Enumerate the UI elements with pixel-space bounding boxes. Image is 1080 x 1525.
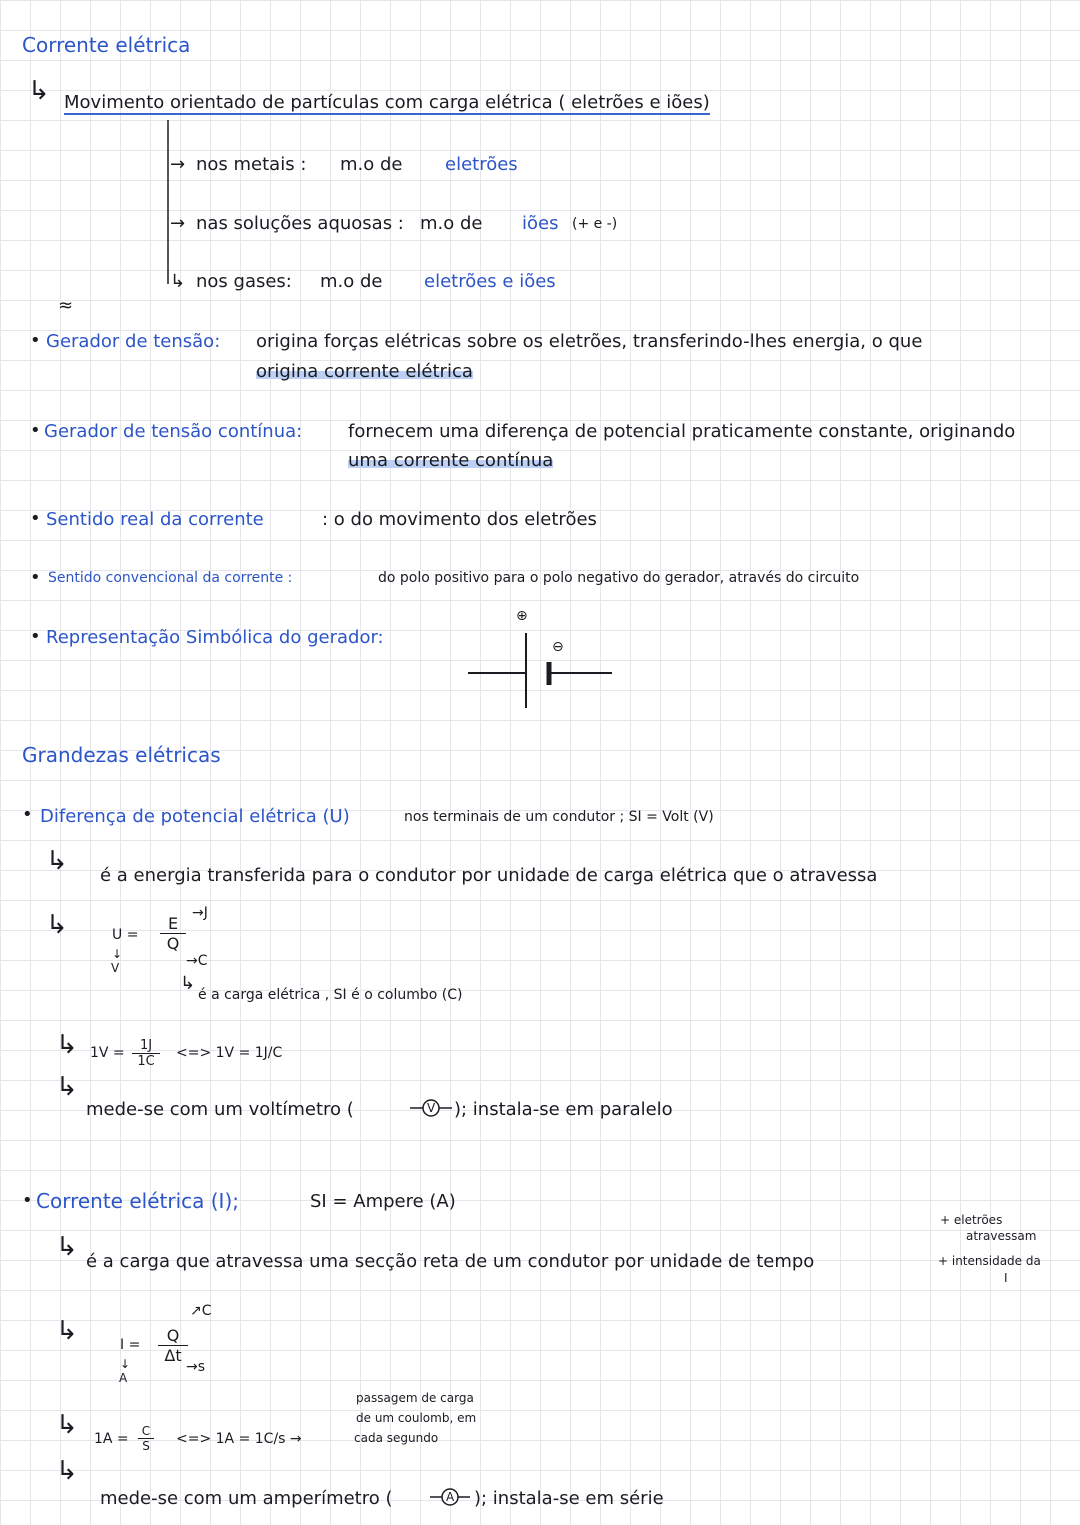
volt-rhs: <=> 1V = 1J/C	[176, 1045, 283, 1061]
ddp-rest: nos terminais de um condutor ; SI = Volt (V)	[404, 809, 714, 825]
volt-fraction	[132, 1038, 160, 1069]
voltmeter-icon: V	[427, 1101, 436, 1115]
amp-note-3: cada segundo	[354, 1431, 439, 1445]
ddp-definition: é a energia transferida para o condutor por unidade de carga elétrica que o atravessa	[100, 865, 878, 886]
ammeter-icon: A	[446, 1490, 455, 1504]
i-second-note: →s	[186, 1359, 206, 1375]
solucoes-value: iões	[522, 213, 559, 234]
amp-lhs: 1A =	[94, 1431, 129, 1447]
amp-denominator: S	[142, 1439, 150, 1453]
gerador-continua-title: Gerador de tensão contínua:	[44, 421, 303, 442]
gases-label: nos gases:	[196, 271, 292, 292]
sentido-convencional-title: Sentido convencional da corrente :	[48, 570, 293, 586]
corrente-si: SI = Ampere (A)	[310, 1191, 456, 1212]
gerador-continua-text-1: fornecem uma diferença de potencial praticamente constante, originando	[348, 421, 1016, 442]
bullet-dot: •	[22, 804, 33, 825]
i-fraction	[158, 1326, 188, 1365]
gases-mo: m.o de	[320, 271, 383, 292]
solucoes-mo: m.o de	[420, 213, 483, 234]
amp-note-2: de um coulomb, em	[356, 1411, 477, 1425]
positive-pole-icon: ⊕	[516, 608, 528, 624]
u-numerator: E	[160, 914, 186, 934]
gerador-tensao-text-1: origina forças elétricas sobre os eletrões, transferindo-lhes energia, o que	[256, 331, 923, 352]
amp-note-1: passagem de carga	[356, 1391, 474, 1405]
hook-arrow-icon: ↳	[56, 1316, 78, 1346]
side-note-3: + intensidade da	[938, 1254, 1041, 1268]
bullet-dot: •	[22, 1190, 33, 1211]
hook-arrow-icon: ↳	[56, 1030, 78, 1060]
gerador-continua-text-2: uma corrente contínua	[348, 450, 554, 471]
q-note: é a carga elétrica , SI é o columbo (C)	[198, 987, 463, 1003]
hook-arrow-icon: ↳	[56, 1072, 78, 1102]
volt-numerator: 1J	[132, 1038, 160, 1054]
gerador-tensao-text-2: origina corrente elétrica	[256, 361, 473, 382]
metais-mo: m.o de	[340, 154, 403, 175]
metais-label: nos metais :	[196, 154, 307, 175]
u-coulomb-note: →C	[186, 953, 208, 969]
corrente-definition-2: é a carga que atravessa uma secção reta de um condutor por unidade de tempo	[86, 1251, 815, 1272]
amp-rhs: <=> 1A = 1C/s →	[176, 1431, 302, 1447]
amp-fraction	[138, 1424, 154, 1453]
u-unit-volt: V	[111, 961, 120, 975]
sentido-convencional-text: do polo positivo para o polo negativo do gerador, através do circuito	[378, 570, 860, 586]
volt-measure: mede-se com um voltímetro (	[86, 1099, 354, 1120]
i-unit-ampere: A	[119, 1371, 128, 1385]
volt-denominator: 1C	[137, 1054, 155, 1069]
hook-arrow-icon: ↳	[56, 1410, 78, 1440]
u-denominator: Q	[166, 934, 180, 953]
side-note-1: + eletrões	[940, 1213, 1003, 1227]
bullet-dot: •	[30, 508, 41, 529]
hook-arrow-icon: ↳	[56, 1456, 78, 1486]
section-title-grandezas: Grandezas elétricas	[22, 743, 221, 767]
branch-arrow-icon: →	[170, 213, 186, 234]
u-formula-lhs: U =	[112, 927, 139, 943]
metais-value: eletrões	[445, 154, 518, 175]
corrente-title: Corrente elétrica (I);	[36, 1189, 239, 1213]
hook-arrow-icon: ↳	[56, 1232, 78, 1262]
section-title-corrente: Corrente elétrica	[22, 33, 191, 57]
i-denominator: Δt	[164, 1346, 182, 1365]
sentido-real-text: : o do movimento dos eletrões	[322, 509, 597, 530]
i-numerator: Q	[158, 1326, 188, 1346]
gases-value: eletrões e iões	[424, 271, 556, 292]
squiggle-mark: ≈	[58, 295, 74, 316]
sentido-real-title: Sentido real da corrente	[46, 509, 264, 530]
amp-measure: mede-se com um amperímetro (	[100, 1488, 393, 1509]
negative-pole-icon: ⊖	[552, 639, 564, 655]
ddp-title: Diferença de potencial elétrica (U)	[40, 806, 350, 827]
branch-arrow-icon: ↳	[170, 271, 186, 292]
u-fraction	[160, 914, 186, 953]
solucoes-label: nas soluções aquosas :	[196, 213, 404, 234]
hook-arrow-icon: ↳	[46, 846, 68, 876]
solucoes-sign: (+ e -)	[572, 216, 618, 232]
corrente-definition: Movimento orientado de partículas com carga elétrica ( eletrões e iões)	[64, 92, 710, 113]
i-coulomb-note: ↗C	[190, 1303, 212, 1319]
amp-measure-2: ); instala-se em série	[474, 1488, 664, 1509]
corner-arrow-icon: ↳	[180, 973, 196, 994]
hook-arrow-icon: ↳	[46, 910, 68, 940]
u-unit-arrow: ↓	[112, 947, 123, 961]
i-formula-lhs: I =	[120, 1337, 141, 1353]
side-note-4: I	[1004, 1271, 1008, 1285]
side-note-2: atravessam	[966, 1229, 1037, 1243]
volt-measure-2: ); instala-se em paralelo	[454, 1099, 673, 1120]
u-joule-note: →J	[192, 905, 208, 921]
amp-numerator: C	[138, 1424, 154, 1439]
bullet-dot: •	[30, 420, 41, 441]
hook-arrow-icon: ↳	[28, 76, 50, 106]
i-unit-arrow: ↓	[120, 1357, 131, 1371]
gerador-tensao-title: Gerador de tensão:	[46, 331, 221, 352]
representacao-title: Representação Simbólica do gerador:	[46, 627, 384, 648]
bullet-dot: •	[30, 330, 41, 351]
volt-lhs: 1V =	[90, 1045, 125, 1061]
branch-arrow-icon: →	[170, 154, 186, 175]
bullet-dot: •	[30, 626, 41, 647]
bullet-dot: •	[30, 567, 41, 588]
